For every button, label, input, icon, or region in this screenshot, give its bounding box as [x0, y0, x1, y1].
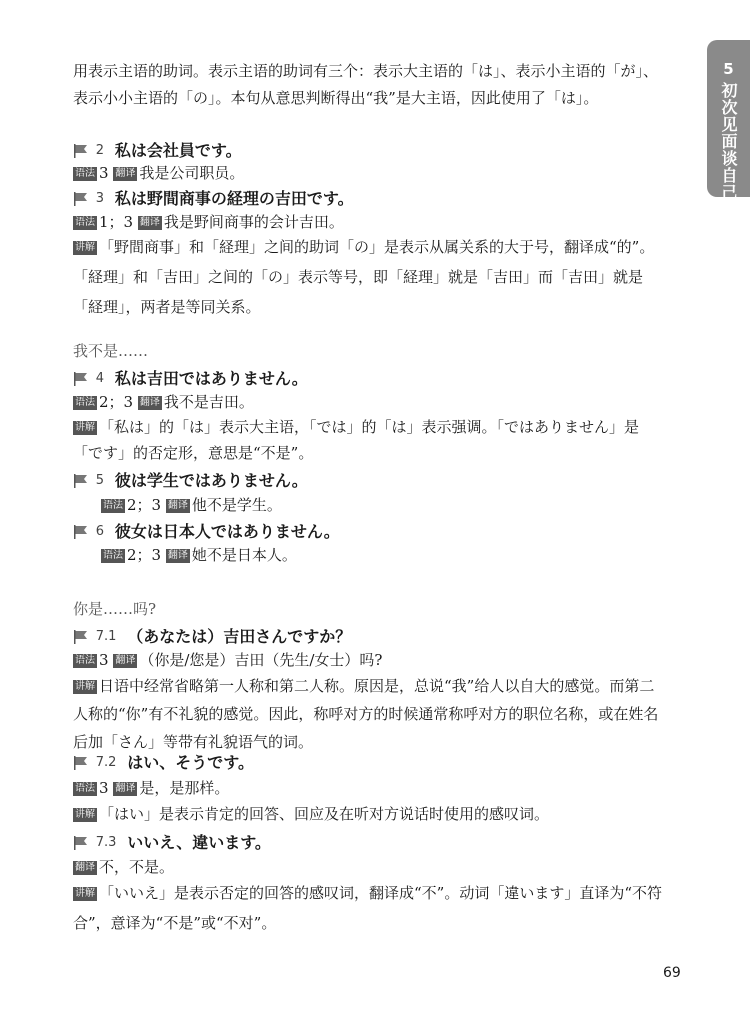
explain-7-3: 讲解 「いいえ」是表示否定的回答的感叹词，翻译成“不”。动词「違います」直译为“不符合”，意译为“不是”或“不对”。 — [73, 884, 663, 932]
japanese-sentence: 私は吉田ではありません。 — [114, 369, 308, 388]
japanese-sentence: 彼女は日本人ではありません。 — [114, 522, 340, 541]
japanese-sentence: 私は会社員です。 — [114, 141, 242, 160]
japanese-sentence: 彼は学生ではありません。 — [114, 471, 308, 490]
flag-icon — [73, 835, 89, 851]
sentence-3: 3 私は野間商事の経理の吉田です。 — [73, 188, 354, 209]
flag-icon — [73, 371, 89, 387]
translation-line-7-3: 翻译 不，不是。 — [75, 858, 175, 876]
section-heading: 你是……吗? — [73, 600, 157, 618]
flag-icon — [73, 191, 89, 207]
sentence-4: 4 私は吉田ではありません。 — [73, 368, 308, 389]
section-heading: 我不是…… — [73, 342, 149, 360]
explain-4: 讲解 「私は」的「は」表示大主语，「では」的「は」表示强调。「ではありません」是「です」的否定形，意思是“不是”。 — [73, 418, 640, 462]
flag-icon — [73, 143, 89, 159]
japanese-sentence: はい、そうです。 — [127, 753, 254, 772]
japanese-sentence: （あなたは）吉田さんですか？ — [127, 627, 352, 646]
chapter-tab — [707, 40, 750, 201]
sentence-7-1: 7.1 （あなたは）吉田さんですか？ — [73, 626, 351, 647]
explain-3: 讲解 「野間商事」和「経理」之间的助词「の」是表示从属关系的大于号，翻译成“的”。「経理」和「吉田」之间的「の」表示等号，即「経理」就是「吉田」而「吉田」就是「経理」，两者是等同关系。 — [73, 238, 655, 316]
sentence-7-2: 7.2 はい、そうです。 — [73, 752, 254, 773]
sentence-5: 5 彼は学生ではありません。 — [73, 470, 308, 491]
grammar-line-5: 语法 2；3 翻译 他不是学生。 — [103, 496, 282, 514]
grammar-line-4: 语法 2；3 翻译 我不是吉田。 — [75, 393, 254, 411]
japanese-sentence: いいえ、違います。 — [127, 833, 271, 852]
intro-paragraph: 用表示主语的助词。表示主语的助词有三个：表示大主语的「は」、表示小主语的「が」、表示小小主语的「の」。本句从意思判断得出“我”是大主语，因此使用了「は」。 — [73, 62, 659, 107]
flag-icon — [73, 755, 89, 771]
grammar-line-3: 语法 1；3 翻译 我是野间商事的会计吉田。 — [75, 213, 344, 231]
grammar-line-7-2: 语法 3 翻译 是，是那样。 — [75, 779, 230, 797]
grammar-line-2: 语法 3 翻译 我是公司职员。 — [75, 164, 245, 182]
grammar-line-6: 语法 2；3 翻译 她不是日本人。 — [103, 546, 297, 564]
flag-icon — [73, 629, 89, 645]
page-number: 69 — [663, 965, 681, 981]
flag-icon — [73, 473, 89, 489]
flag-icon — [73, 524, 89, 540]
grammar-line-7-1: 语法 3 翻译 （你是/您是）吉田（先生/女士）吗? — [75, 651, 383, 669]
explain-7-2: 讲解 「はい」是表示肯定的回答、回应及在听对方说话时使用的感叹词。 — [75, 805, 550, 823]
sentence-2: 2 私は会社員です。 — [73, 140, 242, 161]
japanese-sentence: 私は野間商事の経理の吉田です。 — [114, 189, 354, 208]
sentence-6: 6 彼女は日本人ではありません。 — [73, 521, 340, 542]
explain-7-1: 讲解 日语中经常省略第一人称和第二人称。原因是，总说“我”给人以自大的感觉。而第二人称的“你”有不礼貌的感觉。因此，称呼对方的时候通常称呼对方的职位名称，或在姓名后加「さん」等带有礼貌语气的词。 — [73, 677, 659, 751]
chapter-number: 5 — [723, 60, 734, 78]
sentence-7-3: 7.3 いいえ、違います。 — [73, 832, 271, 853]
chapter-title: 初次见面谈自己 — [719, 82, 738, 201]
